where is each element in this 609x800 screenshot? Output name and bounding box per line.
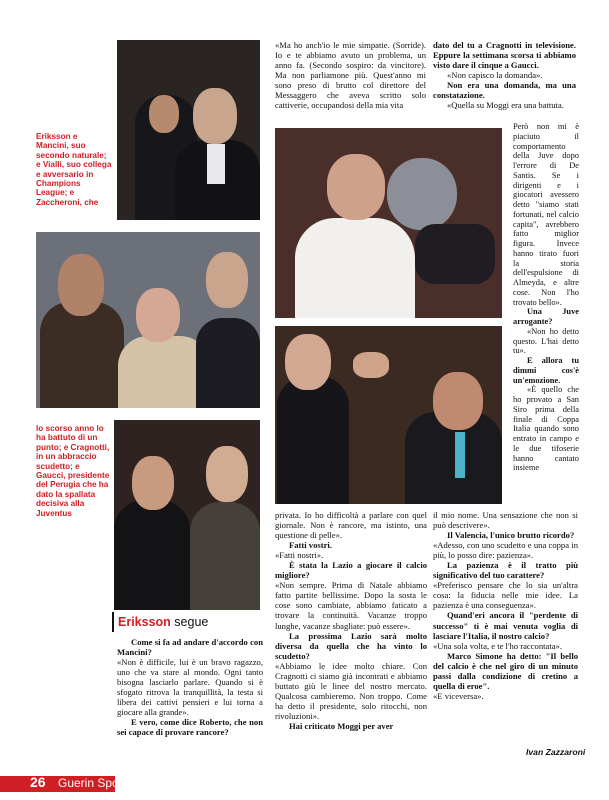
page-number: 26 bbox=[30, 774, 46, 790]
answer: Però non mi è piaciuto il comportamento della Juve dopo l'errore di De Santis. Se i dirigenti e i giocatori avessero detto "siamo stati fortunati, nel calcio capita", avrebbero fatto miglior figura. Invece hanno tirato fuori la storia dell'espulsione di Almeyda, e altre cose. Non l'ho trovato bello». bbox=[513, 122, 579, 307]
paragraph: «Ma ho anch'io le mie simpatie. (Sorride). Io e te abbiamo avuto un problema, un anno fa. (Secondo sospiro: da vincitore). Ma non parliamone più. Quest'anno mi sono preso di brutto col direttore del Messaggero che aveva scritto solo cattiverie, occupandosi della mia vita bbox=[275, 40, 426, 111]
photo-cragnotti-hug bbox=[275, 128, 502, 318]
column-3-bottom bbox=[433, 510, 578, 701]
answer: «Non sempre. Prima di Natale abbiamo fatto partite bellissime. Dopo la sosta le cose sono cambiate, abbiamo faticato a trovare la continuità. Vacanze troppo lunghe, vacanze sbagliate: può essere». bbox=[275, 580, 427, 631]
photo-eriksson-mancini bbox=[117, 40, 260, 220]
answer: «Una sola volta, e te l'ho raccontata». bbox=[433, 640, 562, 651]
answer: «Non ho detto questo. L'hai detto tu». bbox=[513, 326, 579, 356]
vialli-face bbox=[58, 254, 104, 316]
question: È stata la Lazio a giocare il calcio migliore? bbox=[275, 560, 427, 581]
zaccheroni-face bbox=[132, 456, 174, 510]
column-2-top bbox=[275, 40, 426, 110]
question: Il Valencia, l'unico brutto ricordo? bbox=[447, 530, 575, 541]
eriksson-hug-face bbox=[327, 154, 385, 220]
author-byline: Ivan Zazzaroni bbox=[526, 747, 586, 757]
column-2-bottom bbox=[275, 510, 427, 731]
cragnotti-head bbox=[387, 158, 457, 230]
handshake bbox=[353, 352, 389, 378]
photo-gaucci-handshake bbox=[275, 326, 502, 504]
answer: «Fatti nostri». bbox=[275, 550, 324, 561]
caption-bottom: lo scorso anno lo ha battuto di un punto; e Cragnotti, in un abbraccio scudetto; e Gaucci, presidente del Perugia che ha dato la spallata decisiva alla Juventus bbox=[36, 424, 110, 518]
old-man-face bbox=[136, 288, 180, 342]
answer: «Non è difficile, lui è un bravo ragazzo, uno che va stare al mondo. Ogni tanto bisogna lasciarlo parlare. Quando si è sfogato ritrova la tranquillità, la testa si libera dei cattivi pensieri e lui torna a giocare alla grande». bbox=[117, 657, 263, 718]
caption-top: Eriksson e Mancini, suo secondo naturale; e Vialli, suo collega e avversario in Champions League; e Zaccheroni, che bbox=[36, 132, 112, 207]
vialli-figure bbox=[40, 302, 124, 408]
mancini-face bbox=[149, 95, 179, 133]
eriksson-figure-4 bbox=[277, 376, 349, 504]
answer: «Adesso, con uno scudetto e una coppa in più, lo posso dire: pazienza». bbox=[433, 540, 578, 561]
question: Marco Simone ha detto: "Il bello del calcio è che nel giro di un minuto passi dalla condizione di cretino a quella di eroe". bbox=[433, 650, 578, 691]
photo-vialli-eriksson bbox=[36, 232, 260, 408]
answer: «E viceversa». bbox=[433, 690, 484, 701]
eriksson-face-3 bbox=[206, 446, 248, 502]
eriksson-shirt bbox=[207, 144, 225, 184]
eriksson-face-4 bbox=[285, 334, 331, 390]
question: E allora tu dimmi cos'è un'emozione. bbox=[513, 356, 579, 385]
gaucci-tie bbox=[455, 432, 465, 478]
hug-arm bbox=[415, 224, 495, 284]
question: Quand'eri ancora il "perdente di successo" ti è mai venuta voglia di lasciare l'Italia, il nostro calcio? bbox=[433, 610, 578, 641]
gaucci-face bbox=[433, 372, 483, 430]
magazine-name: Guerin Sportivo bbox=[58, 776, 142, 790]
question: Non era una domanda, ma una constatazione. bbox=[433, 80, 576, 101]
question: La prossima Lazio sarà molto diversa da quella che ha vinto lo scudetto? bbox=[275, 630, 427, 661]
question: dato del tu a Cragnotti in televisione. Eppure la settimana scorsa ti abbiamo visto dare il cinque a Gaucci. bbox=[433, 40, 576, 71]
question: La pazienza è il tratto più significativo del tuo carattere? bbox=[433, 560, 578, 581]
eriksson-figure-3 bbox=[190, 502, 260, 610]
answer: «Non capisco la domanda». bbox=[447, 70, 543, 81]
continues-word: segue bbox=[174, 615, 209, 629]
continues-name: Eriksson bbox=[118, 615, 171, 629]
eriksson-figure-2 bbox=[196, 318, 260, 408]
column-1-bottom bbox=[117, 637, 263, 737]
photo-zaccheroni-eriksson bbox=[114, 420, 260, 610]
column-3-top bbox=[433, 40, 576, 110]
answer: «Abbiamo le idee molto chiare. Con Cragnotti ci siamo già incontrati e abbiamo buttato giù le linee del nostro mercato. Qualcosa cambieremo. Non troppo. Come ha detto il presidente, solo ritocchi, non rivoluzioni». bbox=[275, 660, 427, 721]
zaccheroni-figure bbox=[114, 500, 190, 610]
eriksson-face bbox=[193, 88, 237, 144]
cragnotti-figure bbox=[295, 218, 415, 318]
answer: «È quello che ho provato a San Siro prima della finale di Coppa Italia quando sono entrato in campo e le due tifoserie hanno cantato insieme bbox=[513, 385, 579, 473]
continues-label bbox=[118, 615, 208, 629]
eriksson-face-2 bbox=[206, 252, 248, 308]
answer: privata. Io ho difficoltà a parlare con quel giornale. Non è rancore, ma istinto, una questione di pelle». bbox=[275, 510, 427, 541]
continues-divider bbox=[112, 612, 114, 632]
question: Hai criticato Moggi per aver bbox=[289, 720, 394, 731]
question: E vero, come dice Roberto, che non sei capace di provare rancore? bbox=[117, 717, 263, 738]
answer: il mio nome. Una sensazione che non si può descrivere». bbox=[433, 510, 578, 531]
answer: «Preferisco pensare che lo sia un'altra cosa: la fiducia nelle mie idee. La pazienza è una conseguenza». bbox=[433, 580, 578, 611]
question: Fatti vostri. bbox=[289, 540, 332, 551]
answer: «Quella su Moggi era una battuta. bbox=[447, 100, 564, 111]
question: Una Juve arrogante? bbox=[513, 307, 579, 326]
question: Come si fa ad andare d'accordo con Mancini? bbox=[117, 637, 263, 658]
column-3-narrow bbox=[513, 122, 579, 473]
